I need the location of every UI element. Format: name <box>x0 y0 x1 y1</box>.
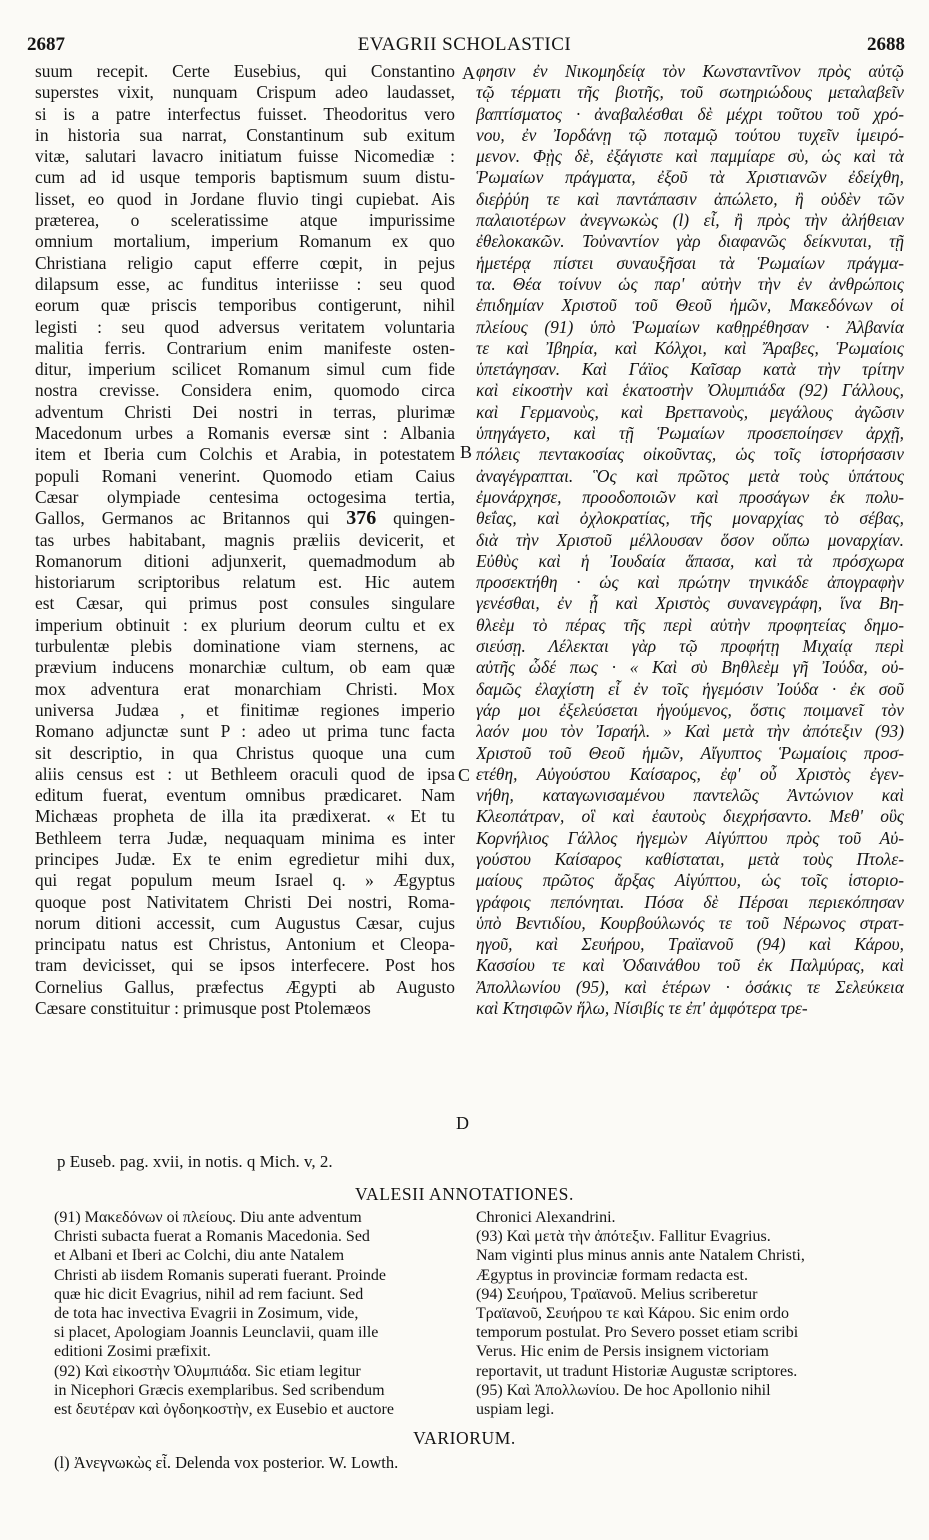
latin-text-line: lisset, eo quod in Jordane fluvio tingi cupiebat. Ais <box>35 188 455 209</box>
annotation-line: (91) Μακεδόνων οἱ πλείους. Diu ante adventum <box>54 1209 362 1226</box>
footnotes: p Euseb. pag. xvii, in notis. q Mich. v, 2. <box>57 1152 333 1171</box>
annotation-line: in Nicephori Græcis exemplaribus. Sed scribendum <box>54 1381 385 1399</box>
annotations-left-column <box>54 1208 464 1419</box>
annotations-right-column <box>476 1208 888 1419</box>
greek-text-line: Ῥωμαίων πράγματα, ἐξοῦ τὰ Χριστιανῶν ἐδείχθη, <box>476 167 904 188</box>
greek-text-line: ἀναγέγραπται. Ὃς καὶ πρῶτος μετὰ τοὺς ὑπάτους <box>476 465 904 486</box>
annotation-line: (95) Καὶ Ἀπολλωνίου. De hoc Apollonio nihil <box>476 1381 771 1399</box>
greek-text-line: τε καὶ Ἰβηρία, καὶ Κόλχοι, καὶ Ἄραβες, Ῥωμαίοις <box>476 337 904 358</box>
greek-text-line: Κλεοπάτραν, οἳ καὶ ἑαυτοὺς διεχρήσαντο. Μεθ' οὓς <box>476 806 904 827</box>
greek-text-line: ἡμετέρᾳ πίστει συναυξῆσαι τὰ Ῥωμαίων πράγμα- <box>476 252 904 273</box>
annotation-line: Chronici Alexandrini. <box>476 1209 616 1226</box>
latin-text-line: Cornelius Gallus, præfectus Ægypti ab Augusto <box>35 976 455 997</box>
annotation-line: Christi subacta fuerat a Romanis Macedonia. Sed <box>54 1228 370 1246</box>
greek-text-line: αὐτῆς ὧδέ πως · « Καὶ σὺ Βηθλεὲμ γῆ Ἰούδα, οὐ- <box>476 657 904 678</box>
annotation-line: reportavit, ut tradunt Historiæ Augustæ scriptores. <box>476 1362 798 1380</box>
greek-text-line: καὶ Κτησιφῶν ἥλω, Νίσιβίς τε ἐπ' ἀμφότερα τρε- <box>476 998 808 1019</box>
greek-text-line: διεῤῥύη τε καὶ παντάπασιν ἀπώλετο, ἢ οὐδὲν τῶν <box>476 188 904 209</box>
latin-text-line: cum ad id usque temporis baptismum suum distu- <box>35 167 455 188</box>
greek-text-line: βαπτίσματος · ἀναβαλέσθαι δὲ μέχρι τοῦτου τοῦ χρό- <box>476 103 904 124</box>
latin-text-line: vitæ, salutari lavacro initiatum fuisse Nicomediæ : <box>35 146 455 167</box>
annotation-line: et Albani et Iberi ac Colchi, diu ante Natalem <box>54 1247 345 1265</box>
annotation-line: Τραϊανοῦ, Σευήρου τε καὶ Κάρου. Sic enim ordo <box>476 1304 789 1322</box>
latin-text-line: omnium mortalium, imperium Romanum ex quo <box>35 231 455 252</box>
greek-text-line: γράφοις πεπόνηται. Πόσα δὲ Πέρσαι περιεκόπησαν <box>476 891 904 912</box>
greek-text-line: ηγοῦ, καὶ Σευήρου, Τραϊανοῦ (94) καὶ Κάρου, <box>476 934 904 955</box>
annotation-line: quæ hic dicit Evagrius, nihil ad rem faciunt. Sed <box>54 1285 364 1303</box>
latin-text-line: Romanorum ditioni adjunxerit, quemadmodum ab <box>35 550 455 571</box>
annotation-line: Christi ab iisdem Romanis superati fuerant. Proinde <box>54 1266 386 1284</box>
latin-text-line: Cæsar olympiade centesima octogesima tertia, <box>35 486 455 507</box>
greek-text-line: Εὐθὺς καὶ ἡ Ἰουδαία ἅπασα, καὶ τὰ πρόσχωρα <box>476 550 904 571</box>
latin-text-line: tram devicisset, qui se ipsos interfecere. Post hos <box>35 955 455 976</box>
greek-text-line: καὶ εἰκοστὴν καὶ ἑκατοστὴν Ὀλυμπιάδα (92) Γάλλους, <box>476 380 904 401</box>
latin-text-line: Gallos, Germanos ac Britannos qui 376 quingen- <box>35 508 455 530</box>
greek-text-line: δαμῶς ἐλαχίστη εἶ ἐν τοῖς ἡγεμόσιν Ἰούδα · ἐκ σοῦ <box>476 678 904 699</box>
greek-text-line: ὑπετάγησαν. Καὶ Γάϊος Καῖσαρ κατὰ τὴν τρίτην <box>476 359 904 380</box>
latin-text-line: dilapsum esse, ac funditus interiisse : seu quod <box>35 273 455 294</box>
annotation-line: Verus. Hic enim de Persis insignem victoriam <box>476 1343 769 1361</box>
latin-text-line: Romano adjunctæ sunt P : adeo ut prima tunc facta <box>35 721 455 742</box>
latin-text-line: quoque post Nativitatem Christi Dei nostri, Roma- <box>35 891 455 912</box>
latin-text-line: Bethleem terra Judæ, nequaquam minima es inter <box>35 827 455 848</box>
latin-text-line: si is a patre interfectus fuisset. Theodoritus vero <box>35 103 455 124</box>
annotation-line: Ægyptus in provinciæ formam redacta est. <box>476 1266 748 1284</box>
latin-text-line: nostra crevisse. Considera enim, quomodo circa <box>35 380 455 401</box>
greek-text-line: πλείους (91) ὑπὸ Ῥωμαίων καθῃρέθησαν · Ἀλβανία <box>476 316 904 337</box>
greek-text-line: Κασσίου τε καὶ Ὀδαινάθου τοῦ ἐκ Παλμύρας, καὶ <box>476 955 904 976</box>
latin-text-line: malitia ferris. Contrarium enim manifeste osten- <box>35 337 455 358</box>
latin-text-line: superstes vixit, nunquam Crispum adeo laudasset, <box>35 82 455 103</box>
latin-text-line: ditur, imperium scilicet Romanum simul cum fide <box>35 359 455 380</box>
greek-text-line: προσεκτήθη · ὡς καὶ πρώτην τηνικάδε ἀπογραφὴν <box>476 572 904 593</box>
margin-letter-b: B <box>460 442 473 462</box>
annotation-line: (93) Καὶ μετὰ τὴν ἀπότεξιν. Fallitur Evagrius. <box>476 1228 771 1246</box>
latin-text-line: tas urbes habitabant, magnis præliis devicerit, et <box>35 529 455 550</box>
greek-text-line: τα. Θέα τοίνυν ὡς παρ' αὐτὴν τὴν ἐν ἀνθρώποις <box>476 273 904 294</box>
valesii-heading: VALESII ANNOTATIONES. <box>355 1184 574 1204</box>
variorum-note: (l) Ἀνεγνωκὼς εἶ. Delenda vox posterior. W. Lowth. <box>54 1453 399 1472</box>
latin-text-line: norum ditioni accessit, cum Augustus Cæsar, cujus <box>35 912 455 933</box>
greek-text-line: γάρ μοι ἐξελεύσεται ἡγούμενος, ὅστις ποιμανεῖ τὸν <box>476 699 904 720</box>
margin-letter-d: D <box>456 1113 469 1133</box>
latin-text-line: mox adventura erat monarchiam Christi. Mox <box>35 678 455 699</box>
greek-text-line: ἐπιδημίαν Χριστοῦ τοῦ Θεοῦ ἡμῶν, Μακεδόνων οἱ <box>476 295 904 316</box>
latin-text-line: populi Romani venerint. Quomodo etiam Caius <box>35 465 455 486</box>
latin-text-line: sit descriptio, in qua Christus quoque una cum <box>35 742 455 763</box>
greek-text-line: σιεύσῃ. Λέλεκται γὰρ τῷ προφήτῃ Μιχαίᾳ περὶ <box>476 636 904 657</box>
page-header <box>0 34 929 58</box>
running-title: EVAGRII SCHOLASTICI <box>357 34 572 55</box>
latin-text-line: Macedonum urbes a Romanis eversæ sint : Albania <box>35 423 455 444</box>
latin-text-line: suum recepit. Certe Eusebius, qui Constantino <box>35 61 455 81</box>
greek-text-line: Ἀπολλωνίου (95), καὶ ἑτέρων · ὁσάκις τε Σελεύκεια <box>476 976 904 997</box>
latin-text-line: imperium obtinuit : ex plurium deorum cultu et ex <box>35 614 455 635</box>
latin-text-line: item et Iberia cum Colchis et Arabia, in potestatem <box>35 444 455 465</box>
latin-text-line: editum fuerat, eventum omnibus prædicaret. Nam <box>35 785 455 806</box>
latin-text-line: prævium inducens monarchiæ cultum, ob eam quæ <box>35 657 455 678</box>
greek-text-line: νήθη, καταγωνισαμένου παντελῶς Ἀντώνιον καὶ <box>476 785 904 806</box>
latin-text-line: legisti : seu quod adversus veritatem voluntaria <box>35 316 455 337</box>
greek-text-line: ἐμονάρχησε, προοδοποιῶν καὶ προσάγων ἐκ πολυ- <box>476 486 904 507</box>
latin-text-line: principatu natus est Christus, Antonium et Cleopa- <box>35 934 455 955</box>
greek-text-line: ετέθη, Αὐγούστου Καίσαρος, ἐφ' οὗ Χριστὸς ἐγεν- <box>476 763 904 784</box>
greek-text-line: μενον. Φῂς δὲ, ἐξάγιστε καὶ παμμίαρε σὺ, ὡς καὶ τὰ <box>476 146 904 167</box>
greek-text-line: θλεὲμ τὸ πέρας τῆς περὶ αὐτὴν προφητείας δημο- <box>476 614 904 635</box>
latin-text-line: Michæas propheta de illa ita prædixerat. « Et tu <box>35 806 455 827</box>
greek-text-line: γενέσθαι, ἐν ᾗ καὶ Χριστὸς συνανεγράφη, ἵνα Βη- <box>476 593 904 614</box>
annotation-line: temporum postulat. Pro Severo posset etiam scribi <box>476 1324 799 1342</box>
latin-text-line: est Cæsar, qui primus post consules singulare <box>35 593 455 614</box>
latin-text-line: universa Judæa , et finitimæ regiones imperio <box>35 699 455 720</box>
annotation-line: Nam viginti plus minus annis ante Natalem Christi, <box>476 1247 805 1265</box>
annotation-line: (92) Καὶ εἰκοστὴν Ὀλυμπιάδα. Sic etiam legitur <box>54 1362 361 1380</box>
latin-text-line: præterea, o sceleratissime atque impurissime <box>35 210 455 231</box>
page-number-right: 2688 <box>867 34 905 55</box>
latin-text-line: eorum quæ priscis temporibus contigerunt, nihil <box>35 295 455 316</box>
latin-text-line: adventum Christi Dei nostri in terras, plurimæ <box>35 401 455 422</box>
greek-text-line: ὑπὸ Βεντιδίου, Κουρβούλωνός τε τοῦ Νέρωνος στρατ- <box>476 912 904 933</box>
greek-text-line: Κορνήλιος Γάλλος ἡγεμὼν Αἰγύπτου πρὸς τοῦ Αὐ- <box>476 827 904 848</box>
greek-text-line: γούστου Καίσαρος καθίσταται, μετὰ τοὺς Πτολε- <box>476 848 904 869</box>
greek-text-line: πόλεις πεντακοσίας οἰκοῦντας, ὡς τοῖς ἱστορήσασιν <box>476 444 904 465</box>
margin-letter-c: C <box>458 765 471 785</box>
greek-text-line: καὶ Γερμανοὺς, καὶ Βρεττανοὺς, μεγάλους ἀγῶσιν <box>476 401 904 422</box>
greek-text-line: φησιν ἐν Νικομηδείᾳ τὸν Κωνσταντῖνον πρὸς αὐτῷ <box>476 61 904 81</box>
greek-text-line: λαόν μου τὸν Ἰσραήλ. » Καὶ μετὰ τὴν ἀπότεξιν (93) <box>476 721 904 742</box>
greek-text-line: Χριστοῦ τοῦ Θεοῦ ἡμῶν, Αἴγυπτος Ῥωμαίοις προσ- <box>476 742 904 763</box>
margin-letter-a: A <box>462 63 475 83</box>
greek-text-line: τῷ τέρματι τῆς βιοτῆς, τοῦ σωτηριώδους μεταλαβεῖν <box>476 82 904 103</box>
annotation-line: (94) Σευήρου, Τραϊανοῦ. Melius scriberetur <box>476 1285 758 1303</box>
greek-text-line: ἐθελοκακῶν. Τοὐναντίον γὰρ διαφανῶς δείκνυται, τῇ <box>476 231 904 252</box>
latin-text-line: aliis census est : ut Bethleem oraculi quod de ipsa <box>35 763 455 784</box>
latin-text-line: principes Judæ. Ex te enim egredietur mihi dux, <box>35 848 455 869</box>
latin-text-line: turbulentæ plebis dominatione viam sternens, ac <box>35 636 455 657</box>
annotation-line: si placet, Apologiam Joannis Leunclavii, quam ille <box>54 1324 379 1342</box>
annotation-line: de tota hac invectiva Evagrii in Zosimum, vide, <box>54 1304 359 1322</box>
page-number-left: 2687 <box>27 34 65 55</box>
greek-text-line: παλαιοτέρων ἀνεγνωκὼς (l) εἶ, ἢ πρὸς τὴν ἀλήθειαν <box>476 210 904 231</box>
column-number: 376 <box>346 508 377 530</box>
latin-text-line: in historia sua narrat, Constantinum sub exitum <box>35 124 455 145</box>
latin-text-line: Christiana religio caput efferre cœpit, in pejus <box>35 252 455 273</box>
latin-text-line: historiarum scriptoribus relatum est. Hic autem <box>35 572 455 593</box>
latin-column <box>35 61 455 1019</box>
annotation-line: editioni Zosimi præfixit. <box>54 1343 211 1361</box>
line-tail: quingen- <box>376 508 455 529</box>
greek-text-line: νου, ἐν Ἰορδάνῃ τῷ ποταμῷ τούτου τυχεῖν ἱμειρό- <box>476 124 904 145</box>
variorum-heading: VARIORUM. <box>413 1428 516 1448</box>
annotation-line: uspiam legi. <box>476 1400 555 1418</box>
annotation-line: est δευτέραν καὶ ὀγδοηκοστὴν, ex Eusebio et auctore <box>54 1400 394 1418</box>
latin-text-line: qui regat populum meum Israel q. » Ægyptus <box>35 870 455 891</box>
greek-text-line: διὰ τὴν Χριστοῦ μέλλουσαν ὅσον οὔπω μοναρχίαν. <box>476 529 904 550</box>
greek-text-line: ὑπηγάγετο, καὶ τῇ Ῥωμαίων προσεποίησεν ἀρχῇ, <box>476 423 904 444</box>
greek-text-line: θεΐας, καὶ ὀχλοκρατίας, τῆς μοναρχίας τὸ σέβας, <box>476 508 904 529</box>
latin-text-line: Cæsare constituitur : primusque post Ptolemæos <box>35 998 371 1019</box>
greek-text-line: μαίους πρῶτος ἄρξας Αἰγύπτου, ὡς τοῖς ἱστοριο- <box>476 870 904 891</box>
greek-column <box>476 61 904 1019</box>
